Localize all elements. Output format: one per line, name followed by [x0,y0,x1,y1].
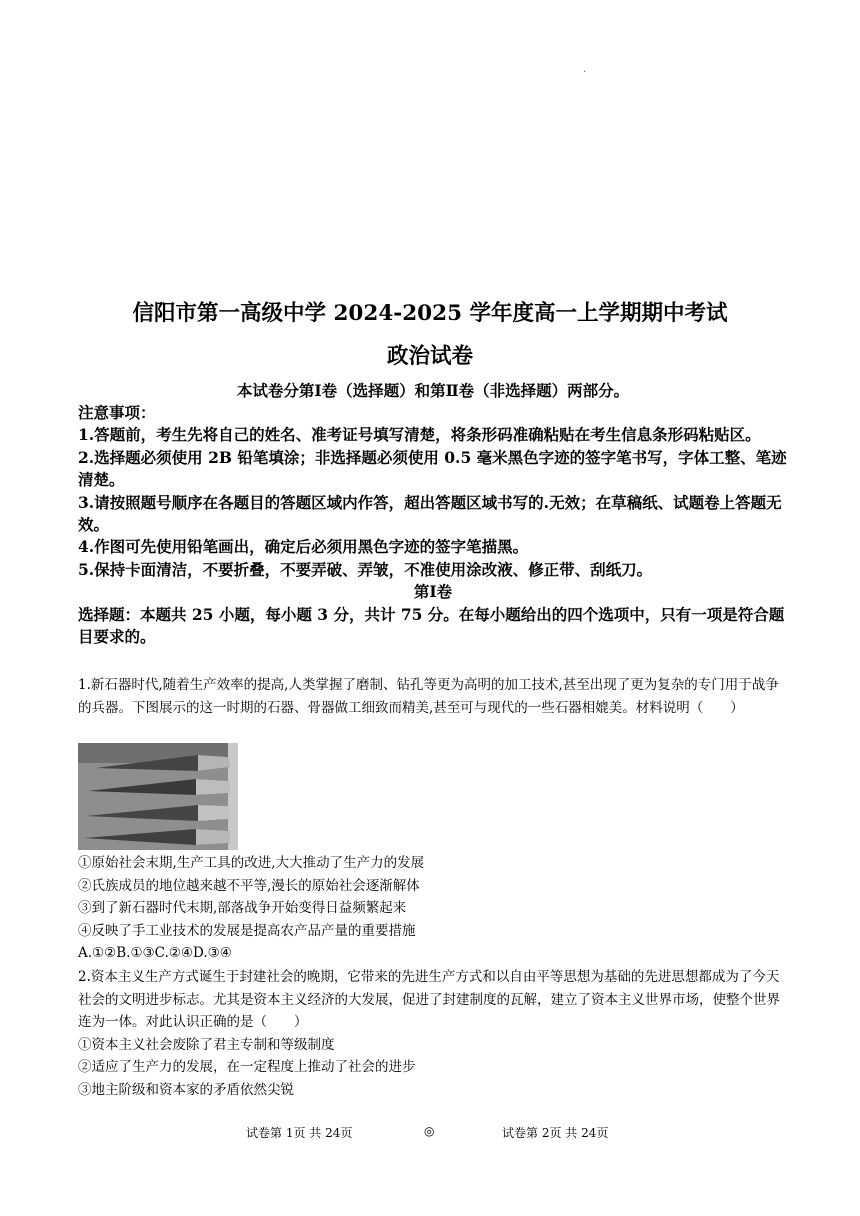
exam-intro: 本试卷分第Ⅰ卷（选择题）和第Ⅱ卷（非选择题）两部分。 [236,381,630,400]
stone-tools-photo [78,743,238,850]
notice-item: 2.选择题必须使用 2B 铅笔填涂；非选择题必须使用 0.5 毫米黑色字迹的签字笔书写，字体工整、笔迹清楚。 [78,447,787,490]
stone-tools-illustration [78,743,238,850]
notice-item: 5.保持卡面清洁，不要折叠，不要弄破、弄皱，不准使用涂改液、修正带、刮纸刀。 [78,559,653,579]
answer-choices: A.①②B.①③C.②④D.③④ [78,945,232,962]
notice-item: 3.请按照题号顺序在各题目的答题区域内作答，超出答题区域书写的.无效；在草稿纸、试题卷上答题无效。 [78,492,782,535]
question-2 [78,966,784,1102]
volume-heading: 第Ⅰ卷 [413,582,453,602]
option-item: ③到了新石器时代末期,部落战争开始变得日益频繁起来 [78,900,407,917]
option-item: ①资本主义社会废除了君主专制和等级制度 [78,1036,335,1053]
stray-dot: · [583,66,587,77]
option-item: ②适应了生产力的发展，在一定程度上推动了社会的进步 [78,1059,416,1076]
notice-heading: 注意事项： [78,403,156,422]
footer-page-left: 试卷第 1页 共 24页 [246,1126,353,1140]
question-1-options [78,852,784,965]
exam-subject: 政治试卷 [386,344,473,369]
question-text: 2.资本主义生产方式诞生于封建社会的晚期，它带来的先进生产方式和以自由平等思想为基础的先进思想都成为了今天社会的文明进步标志。尤其是资本主义经济的大发展，促进了封建制度的瓦解，建立了资本主义世界市场，使整个世界连为一体。对此认识正确的是（ ） [78,969,780,1031]
footer-center-symbol: ◎ [424,1124,435,1138]
option-item: ②氏族成员的地位越来越不平等,漫长的原始社会逐渐解体 [78,877,420,894]
question-1-stem [78,674,784,719]
option-item: ④反映了手工业技术的发展是提高农产品产量的重要措施 [78,922,416,939]
notice-item: 1.答题前，考生先将自己的姓名、准考证号填写清楚，将条形码准确粘贴在考生信息条形码粘贴区。 [78,425,761,445]
choice-instruction: 选择题：本题共 25 小题，每小题 3 分，共计 75 分。在每小题给出的四个选项中，只有一项是符合题目要求的。 [78,604,785,647]
exam-title: 信阳市第一高级中学 2024-2025 学年度高一上学期期中考试 [132,301,728,326]
question-text: 1.新石器时代,随着生产效率的提高,人类掌握了磨制、钻孔等更为高明的加工技术,甚至出现了更为复杂的专门用于战争的兵器。下图展示的这一时期的石器、骨器做工细致而精美,甚至可与现代的一些石器相媲美。材料说明（ ） [78,677,779,716]
option-item: ③地主阶级和资本家的矛盾依然尖锐 [78,1081,294,1098]
notice-item: 4.作图可先使用铅笔画出，确定后必须用黑色字迹的签字笔描黑。 [78,537,529,557]
option-item: ①原始社会末期,生产工具的改进,大大推动了生产力的发展 [78,855,425,871]
footer-page-right: 试卷第 2页 共 24页 [502,1126,609,1140]
instructions-section [78,380,788,648]
